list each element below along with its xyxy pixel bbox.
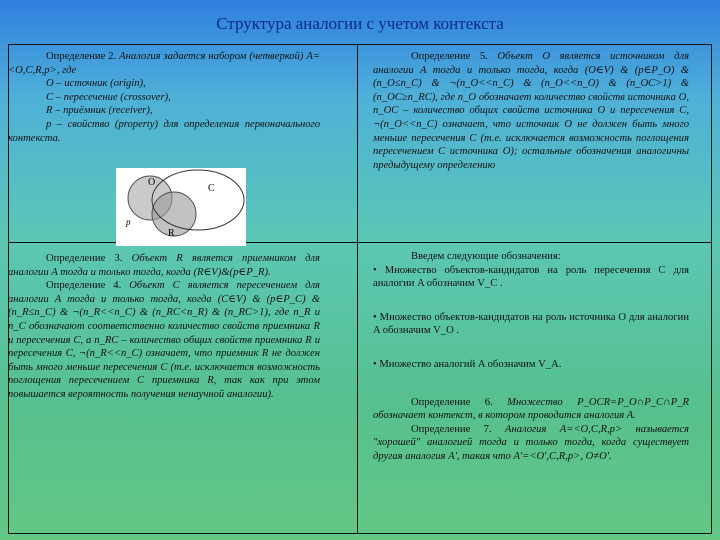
notation-bullet-1: Множество объектов-кандидатов на роль пересечения C для аналогии A обозначим V_C . [373, 264, 689, 290]
venn-label-r: R [168, 228, 175, 239]
venn-label-c: C [208, 183, 215, 194]
definition-5-text: Объект O является источником для аналогии A тогда и только тогда, когда (O∈V) & (p∈P_O) & (n_O≤n_C) & ¬(n_O<<n_C) & (n_O<<n_O) & (n_OC>1) & (n_OC≥n_RC), где n_O обозначает количество свойств источника O, n_OC – количество общих свойств источника O и пересечения C, ¬(n_O<<n_C) означает, что источник O не должен быть много меньше пересечения C (т.е. исключается возможность поглощения пересечением C источника O); остальные обозначения аналогичны предыдущему определению [373, 51, 689, 171]
definition-2-block [8, 50, 320, 145]
notation-intro: Введем следующие обозначения: [411, 251, 561, 262]
venn-label-p: p [126, 217, 131, 227]
definition-4-label: Определение 4. [46, 280, 122, 292]
row-divider [8, 242, 712, 243]
bullet-icon: • [373, 311, 380, 323]
notation-bullet-2: Множество объектов-кандидатов на роль источника O для аналогии A обозначим V_O . [373, 311, 689, 337]
receiver-line: R – приёмник (receiver), [46, 105, 153, 117]
crossover-line: C – пересечение (crossover), [46, 91, 171, 103]
definition-7-label: Определение 7. [411, 423, 492, 435]
table-border-right [711, 44, 712, 534]
bullet-icon: • [373, 358, 380, 370]
table-border-top [8, 44, 712, 45]
definition-4-text: Объект C является пересечением для аналогии A тогда и только тогда, когда (C∈V) & (p∈P_C) & (n_R≤n_C) & ¬(n_R<<n_C) & (n_RC<n_R) & (n_RC>1), где n_R и n_C обозначают соответственно количество свойств приемника R и пересечения C, а n_RC – количество общих свойств приемника R и пересечения C, ¬(n_R<<n_C) означает, что приемник R не должен быть много меньше пересечения C (т.е. исключается возможность поглощения пересечением C приемника R, так как при этом повышается вероятность получения ненаучной аналогии). [8, 280, 320, 400]
definition-5-label: Определение 5. [411, 51, 488, 62]
origin-line: O – источник (origin), [46, 78, 146, 90]
notation-bullet-3: Множество аналогий A обозначим V_A. [379, 358, 562, 370]
definition-2-text: Аналогия задается набором (четверкой) A=<O,C,R,p>, где [8, 51, 320, 76]
definition-3-text: Объект R является приемником для аналогии A тогда и только тогда, когда (R∈V)&(p∈P_R). [8, 253, 320, 278]
definition-3-label: Определение 3. [46, 253, 123, 264]
definition-7-text: Аналогия A=<O,C,R,p> называется "хорошей" аналогией тогда и только тогда, когда существует другая аналогия A', такая что A'=<O',C,R,p>, O≠O'. [373, 423, 689, 462]
definitions-3-4-block [8, 252, 320, 402]
definition-6-text: Множество P_OCR=P_O∩P_C∩P_R обозначает контекст, в котором проводится аналогия A. [373, 396, 689, 422]
definition-5-block [373, 50, 689, 172]
definition-2-label: Определение 2. [46, 51, 117, 62]
notation-block [373, 250, 689, 464]
column-divider [357, 44, 358, 534]
definition-6-label: Определение 6. [411, 396, 493, 408]
table-border-bottom [8, 533, 712, 534]
page-title: Структура аналогии с учетом контекста [216, 14, 504, 33]
property-line: p – свойство (property) для определения первоначального контекста. [8, 118, 320, 144]
venn-label-o: O [148, 177, 156, 188]
venn-diagram [116, 168, 246, 246]
bullet-icon: • [373, 264, 385, 276]
